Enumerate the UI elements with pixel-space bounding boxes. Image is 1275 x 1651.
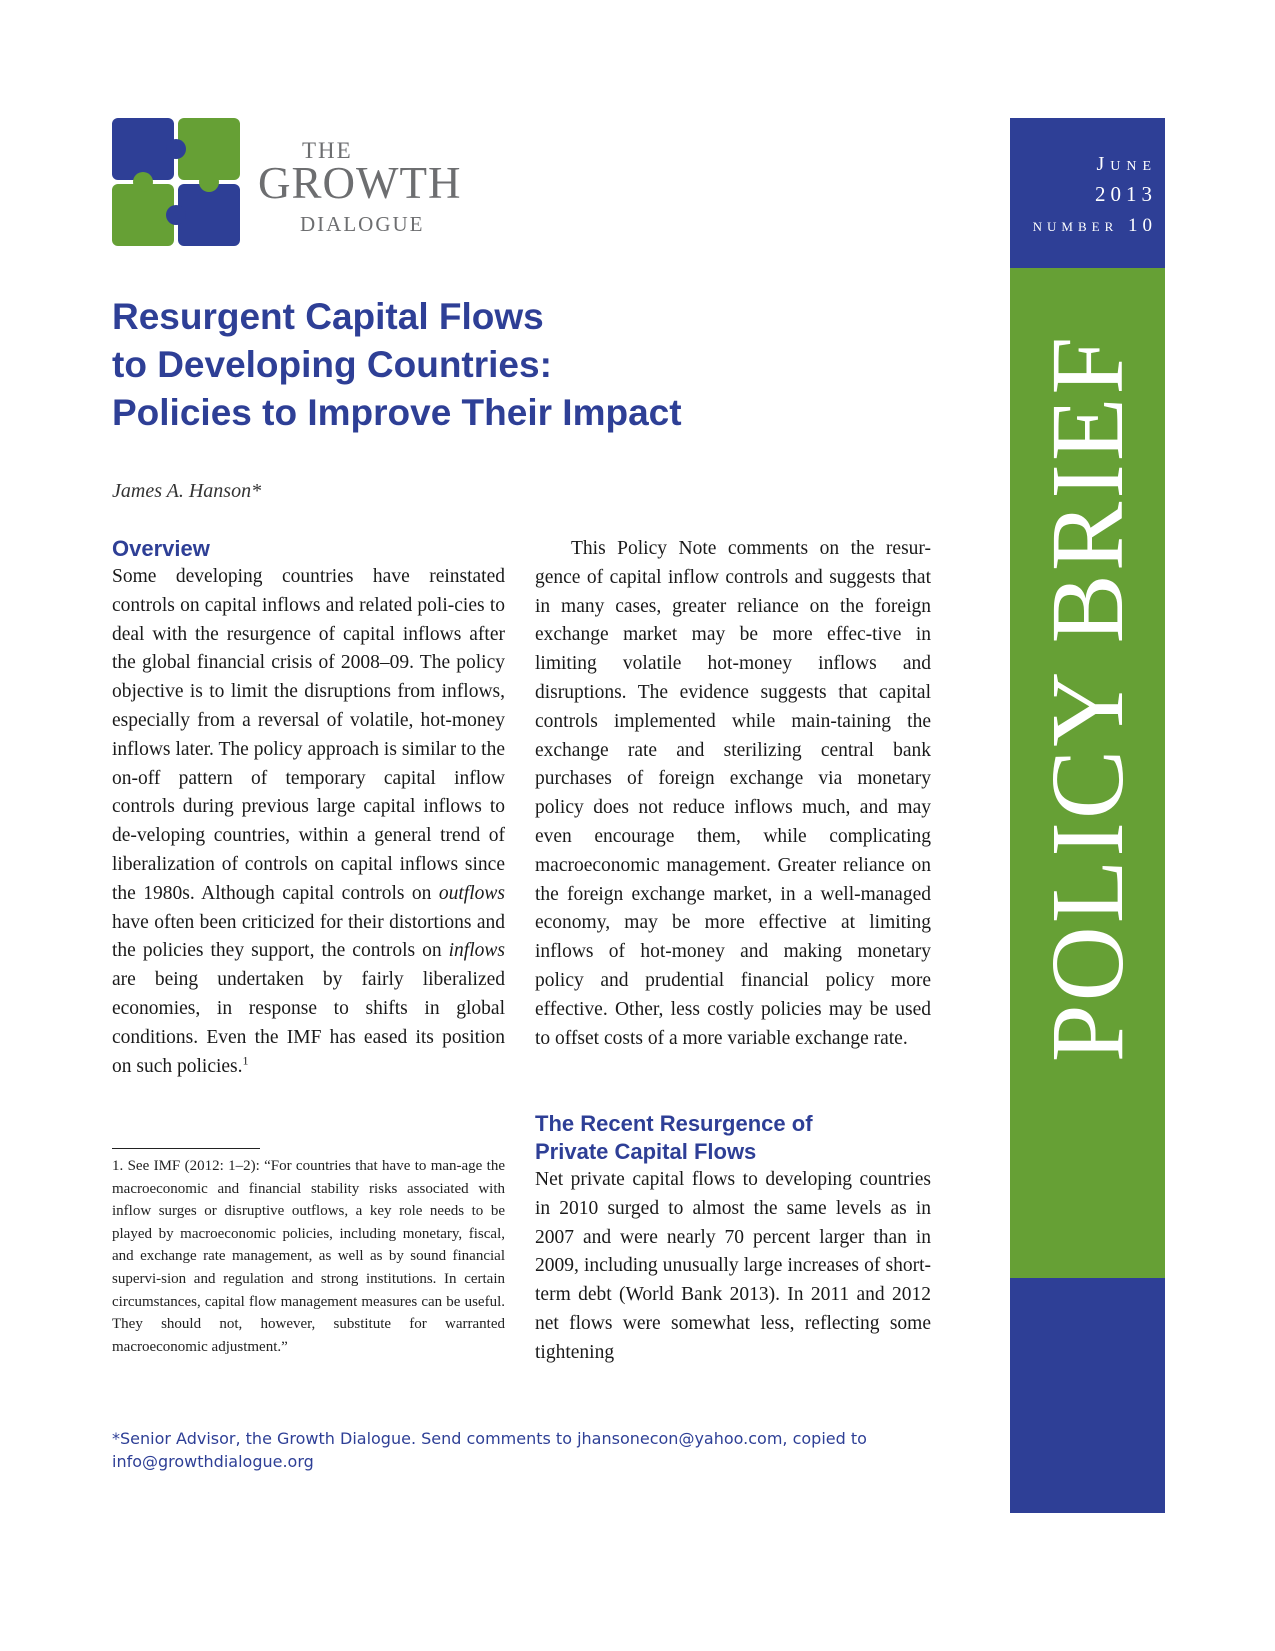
logo-dialogue: DIALOGUE bbox=[300, 212, 425, 236]
growth-dialogue-logo-mark bbox=[112, 118, 240, 246]
overview-text-b: have often been criticized for their distortions and the policies they support, the controls on bbox=[112, 911, 505, 962]
title-line: Resurgent Capital Flows bbox=[112, 296, 544, 337]
issue-month: June bbox=[1096, 153, 1157, 175]
author: James A. Hanson* bbox=[112, 480, 262, 502]
overview-heading: Overview bbox=[112, 536, 210, 561]
recent-resurgence-heading bbox=[535, 1110, 931, 1166]
inflows-emphasis: inflows bbox=[448, 940, 505, 962]
issue-date bbox=[1033, 150, 1157, 242]
policy-brief-label: POLICY BRIEF bbox=[1030, 333, 1145, 1063]
title-line: to Developing Countries: bbox=[112, 344, 552, 385]
footnote: 1. See IMF (2012: 1–2): “For countries that have to man-age the macroeconomic and financial stability risks associated with inflow surges or disruptive outflows, a key role needs to be played by macroeconomic policies, including monetary, fiscal, and exchange rate management, as well as by sound financial supervi-sion and regulation and strong institutions. In certain circumstances, capital flow management measures can be useful. They should not, however, substitute for warranted macroeconomic adjustment.” bbox=[112, 1158, 505, 1355]
recent-resurgence-section bbox=[535, 1110, 931, 1368]
policy-note-paragraph: This Policy Note comments on the resur-gence of capital inflow controls and suggests that in many cases, greater reliance on the foreign exchange market may be more effec-tive in limiting volatile hot-money inflows and disruptions. The evidence suggests that capital controls implemented while main-taining the exchange rate and sterilizing central bank purchases of foreign exchange via monetary policy does not reduce inflows much, and may even encourage them, while complicating macroeconomic management. Greater reliance on the foreign exchange market, in a well-managed economy, may be more effective at limiting inflows of hot-money and making monetary policy and prudential financial policy more effective. Other, less costly policies may be used to offset costs of a more variable exchange rate. bbox=[535, 538, 931, 1049]
sidebar-date-block bbox=[1010, 118, 1165, 268]
right-column bbox=[535, 535, 931, 1053]
contact-email-link[interactable]: info@growthdialogue.org bbox=[112, 1452, 314, 1471]
left-column bbox=[112, 535, 505, 1081]
overview-text-c: are being undertaken by fairly liberalized economies, in response to shifts in global conditions. Even the IMF has eased its position on such policies. bbox=[112, 969, 505, 1077]
puzzle-logo-icon bbox=[112, 118, 240, 246]
author-note-line: *Senior Advisor, the Growth Dialogue. Send comments to jhansonecon@yahoo.com, copied to bbox=[112, 1429, 867, 1448]
footnote-ref[interactable]: 1 bbox=[242, 1053, 249, 1068]
policy-brief-sidebar bbox=[1010, 118, 1165, 1513]
issue-year: 2013 bbox=[1095, 182, 1157, 206]
recent-resurgence-paragraph: Net private capital flows to developing countries in 2010 surged to almost the same levels as in 2007 and were nearly 70 percent larger than in 2009, including unusually large increases of short-term debt (World Bank 2013). In 2011 and 2012 net flows were somewhat less, reflecting some tightening bbox=[535, 1169, 931, 1363]
footnote-rule bbox=[112, 1148, 260, 1149]
heading-line: Private Capital Flows bbox=[535, 1139, 757, 1164]
logo-the: THE bbox=[302, 138, 353, 163]
heading-line: The Recent Resurgence of bbox=[535, 1111, 813, 1136]
author-note bbox=[112, 1427, 912, 1473]
outflows-emphasis: outflows bbox=[438, 882, 505, 904]
overview-paragraph bbox=[112, 563, 505, 1081]
sidebar-bottom-block bbox=[1010, 1278, 1165, 1513]
page-title bbox=[112, 293, 872, 437]
issue-number: number 10 bbox=[1032, 215, 1157, 236]
overview-text-a: Some developing countries have reinstated controls on capital inflows and related poli-cies to deal with the resurgence of capital inflows after the global financial crisis of 2008–09. The policy objective is to limit the disruptions from inflows, especially from a reversal of volatile, hot-money inflows later. The policy approach is similar to the on-off pattern of temporary capital inflow controls during previous large capital inflows to de-veloping countries, within a general trend of liberalization of controls on capital inflows since the 1980s. Although capital controls on bbox=[112, 566, 505, 904]
title-line: Policies to Improve Their Impact bbox=[112, 392, 682, 433]
logo-growth: GROWTH bbox=[258, 158, 462, 208]
